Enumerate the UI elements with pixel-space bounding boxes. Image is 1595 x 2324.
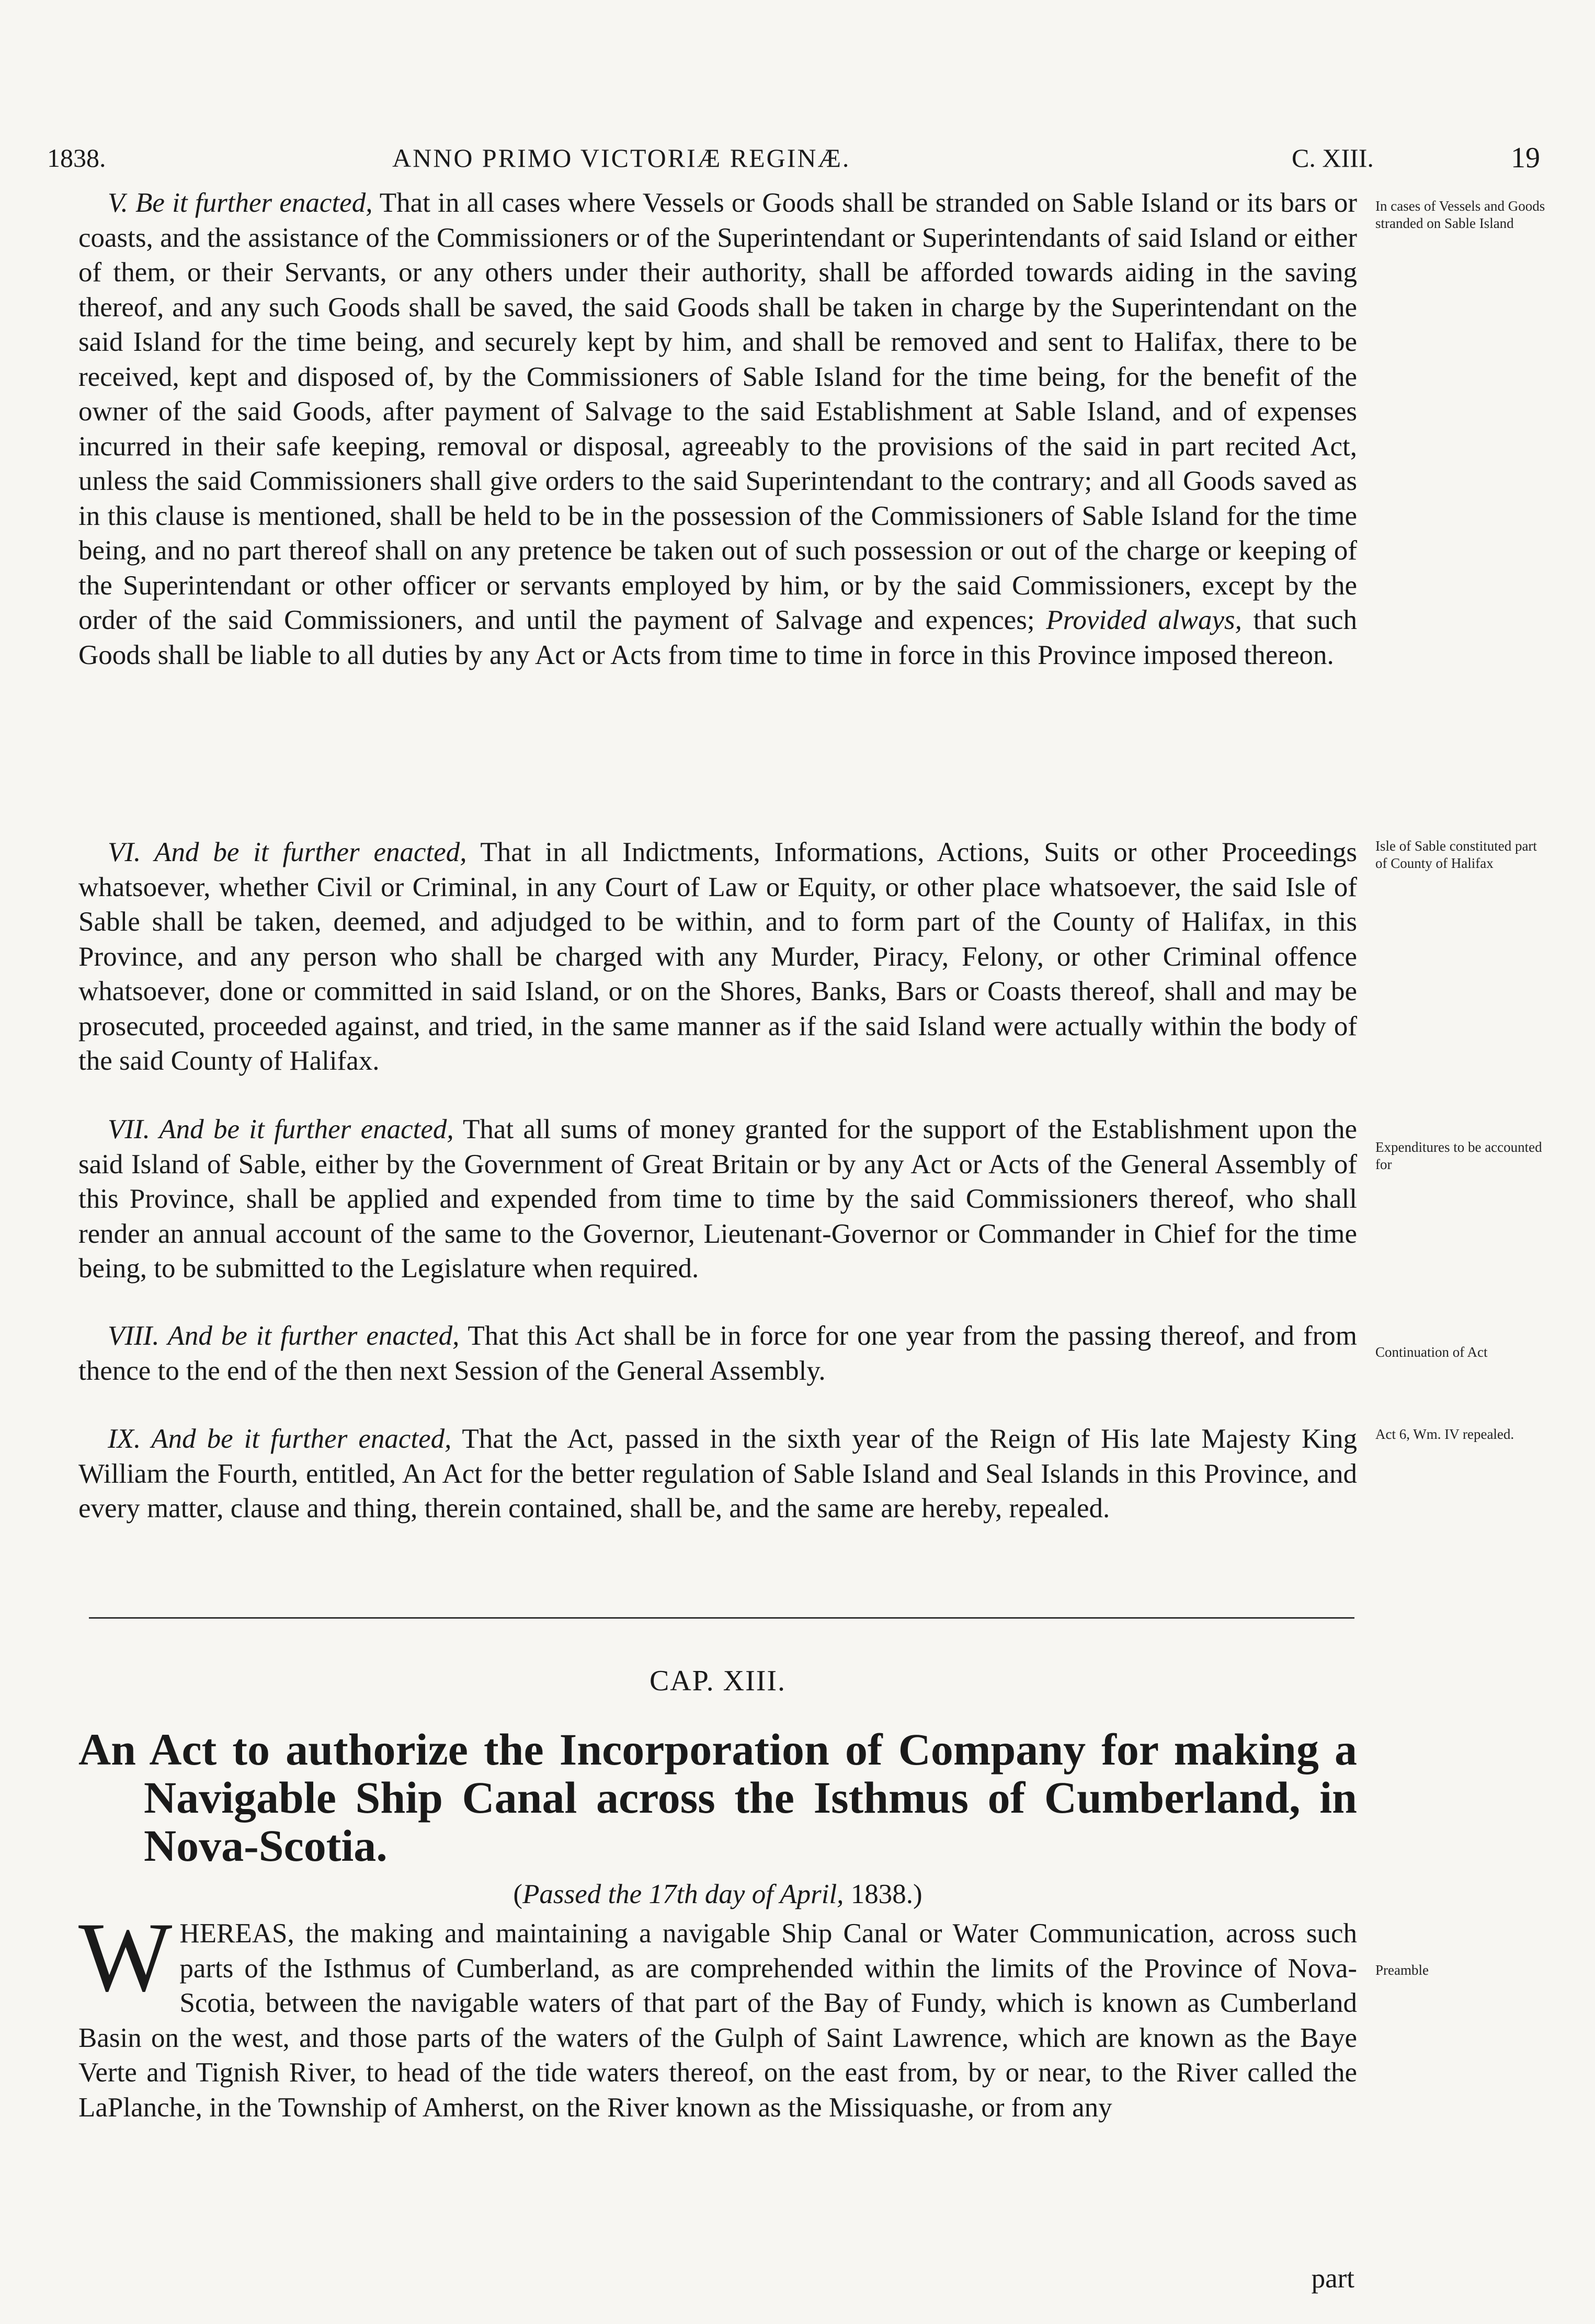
section-ix bbox=[78, 1422, 1357, 1526]
preamble-body: HEREAS, the making and maintaining a navigable Ship Canal or Water Communication, across such parts of the Isthmus of Cumberland, as are comprehended within the limits of the Province of Nova-Scotia, between the navigable waters of that part of the Bay of Fundy, which is known as Cumberland Basin on the west, and those parts of the waters of the Gulph of Saint Lawrence, which are known as the Baye Verte and Tignish River, to head of the tide waters thereof, on the east from, by or near, to the River called the LaPlanche, in the Township of Amherst, on the River known as the Missiquashe, or from any bbox=[78, 1918, 1357, 2123]
section-vii bbox=[78, 1112, 1357, 1286]
section-ix-body: That the Act, passed in the sixth year of the Reign of His late Majesty King William the Fourth, entitled, An Act for the better regulation of Sable Island and Seal Islands in this Province, and every matter, clause and thing, therein contained, shall be, and the same are hereby, repealed. bbox=[78, 1424, 1357, 1524]
running-header bbox=[47, 137, 1553, 179]
margin-note-vi: Isle of Sable constituted part of County of Halifax bbox=[1375, 838, 1537, 871]
section-vii-body: That all sums of money granted for the support of the Establishment upon the said Island of Sable, either by the Government of Great Britain or by any Act or Acts of the General Assembly of this Province, shall be applied and expended from time to time by the said Commissioners thereof, who shall render an annual account of the same to the Governor, Lieutenant-Governor or Commander in Chief for the time being, to be submitted to the Legislature when required. bbox=[78, 1114, 1358, 1284]
section-divider bbox=[89, 1617, 1354, 1619]
margin-note-v: In cases of Vessels and Goods stranded on Sable Island bbox=[1375, 198, 1545, 231]
margin-note-vii: Expenditures to be accounted for bbox=[1375, 1139, 1542, 1172]
section-v bbox=[78, 186, 1357, 672]
section-viii bbox=[78, 1319, 1357, 1388]
section-vi-lead: VI. And be it further enacted, bbox=[108, 837, 467, 867]
section-viii-body: That this Act shall be in force for one year from the passing thereof, and from thence to the end of the then next Session of the General Assembly. bbox=[78, 1321, 1357, 1386]
section-v-body: That in all cases where Vessels or Goods shall be stranded on Sable Island or its bars or coasts, and the assistance of the Commissioners or of the Superintendant or Superintendants of said Island or either of them, or their Servants, or any others under their authority, shall be afforded towards aiding in the saving thereof, and any such Goods shall be saved, the said Goods shall be taken in charge by the Superintendant on the said Island for the time being, and securely kept by him, and shall be removed and sent to Halifax, there to be received, kept and disposed of, by the Commissioners of Sable Island for the time being, for the benefit of the owner of the said Goods, after payment of Salvage to the said Establishment at Sable Island, and of expenses incurred in their safe keeping, removal or disposal, agreeably to the provisions of the said in part recited Act, unless the said Commissioners shall give orders to the said Superintendant to the contrary; and all Goods saved as in this clause is mentioned, shall be held to be in the possession of the Commissioners of Sable Island for the time being, and no part thereof shall on any pretence be taken out of such possession or out of the charge or keeping of the Superintendant or other officer or servants employed by him, or by the said Commissioners, except by the order of the said Commissioners, and until the payment of Salvage and expences; bbox=[78, 188, 1358, 635]
page-number: 19 bbox=[1511, 142, 1540, 174]
header-chapter: C. XIII. bbox=[1292, 143, 1374, 173]
section-viii-text bbox=[78, 1319, 1357, 1388]
catchword: part bbox=[1311, 2263, 1354, 2294]
section-vii-lead: VII. And be it further enacted, bbox=[108, 1114, 454, 1144]
margin-note-preamble: Preamble bbox=[1375, 1962, 1429, 1978]
section-v-lead: V. Be it further enacted, bbox=[108, 188, 373, 218]
section-v-tail: that such Goods shall be liable to all duties by any Act or Acts from time to time in force in this Province imposed thereon. bbox=[78, 605, 1357, 670]
preamble-text bbox=[78, 1903, 1357, 2125]
drop-cap: W bbox=[78, 1903, 173, 2012]
section-ix-lead: IX. And be it further enacted, bbox=[108, 1424, 452, 1454]
section-vi-text bbox=[78, 835, 1357, 1079]
section-vi bbox=[78, 835, 1357, 1079]
section-v-proviso: Provided always, bbox=[1034, 605, 1242, 635]
section-vi-body: That in all Indictments, Informations, Actions, Suits or other Proceedings whatsoever, whether Civil or Criminal, in any Court of Law or Equity, or other place whatsoever, the said Isle of Sable shall be taken, deemed, and adjudged to be within, and to form part of the County of Halifax, in this Province, and any person who shall be charged with any Murder, Piracy, Felony, or other Criminal offence whatsoever, done or committed in said Island, or on the Shores, Banks, Bars or Coasts thereof, shall and may be prosecuted, proceeded against, and tried, in the same manner as if the said Island were actually within the body of the said County of Halifax. bbox=[78, 837, 1358, 1076]
cap-heading: CAP. XIII. bbox=[649, 1665, 787, 1697]
section-viii-lead: VIII. And be it further enacted, bbox=[108, 1321, 460, 1351]
section-v-text bbox=[78, 186, 1357, 672]
header-title: ANNO PRIMO VICTORIÆ REGINÆ. bbox=[392, 143, 851, 173]
act-title: An Act to authorize the Incorporation of Company for making a Navigable Ship Canal across the Isthmus of Cumberland, in Nova-Scotia. bbox=[78, 1724, 1357, 1871]
margin-note-ix: Act 6, Wm. IV repealed. bbox=[1375, 1426, 1514, 1442]
passed-close: 1838.) bbox=[844, 1879, 922, 1909]
header-year: 1838. bbox=[47, 143, 106, 173]
margin-note-viii: Continuation of Act bbox=[1375, 1344, 1488, 1360]
section-vii-text bbox=[78, 1112, 1357, 1286]
passed-date bbox=[78, 1877, 1357, 1911]
section-ix-text bbox=[78, 1422, 1357, 1526]
passed-open: ( bbox=[513, 1879, 523, 1909]
passed-italic: Passed the 17th day of April, bbox=[522, 1879, 844, 1909]
